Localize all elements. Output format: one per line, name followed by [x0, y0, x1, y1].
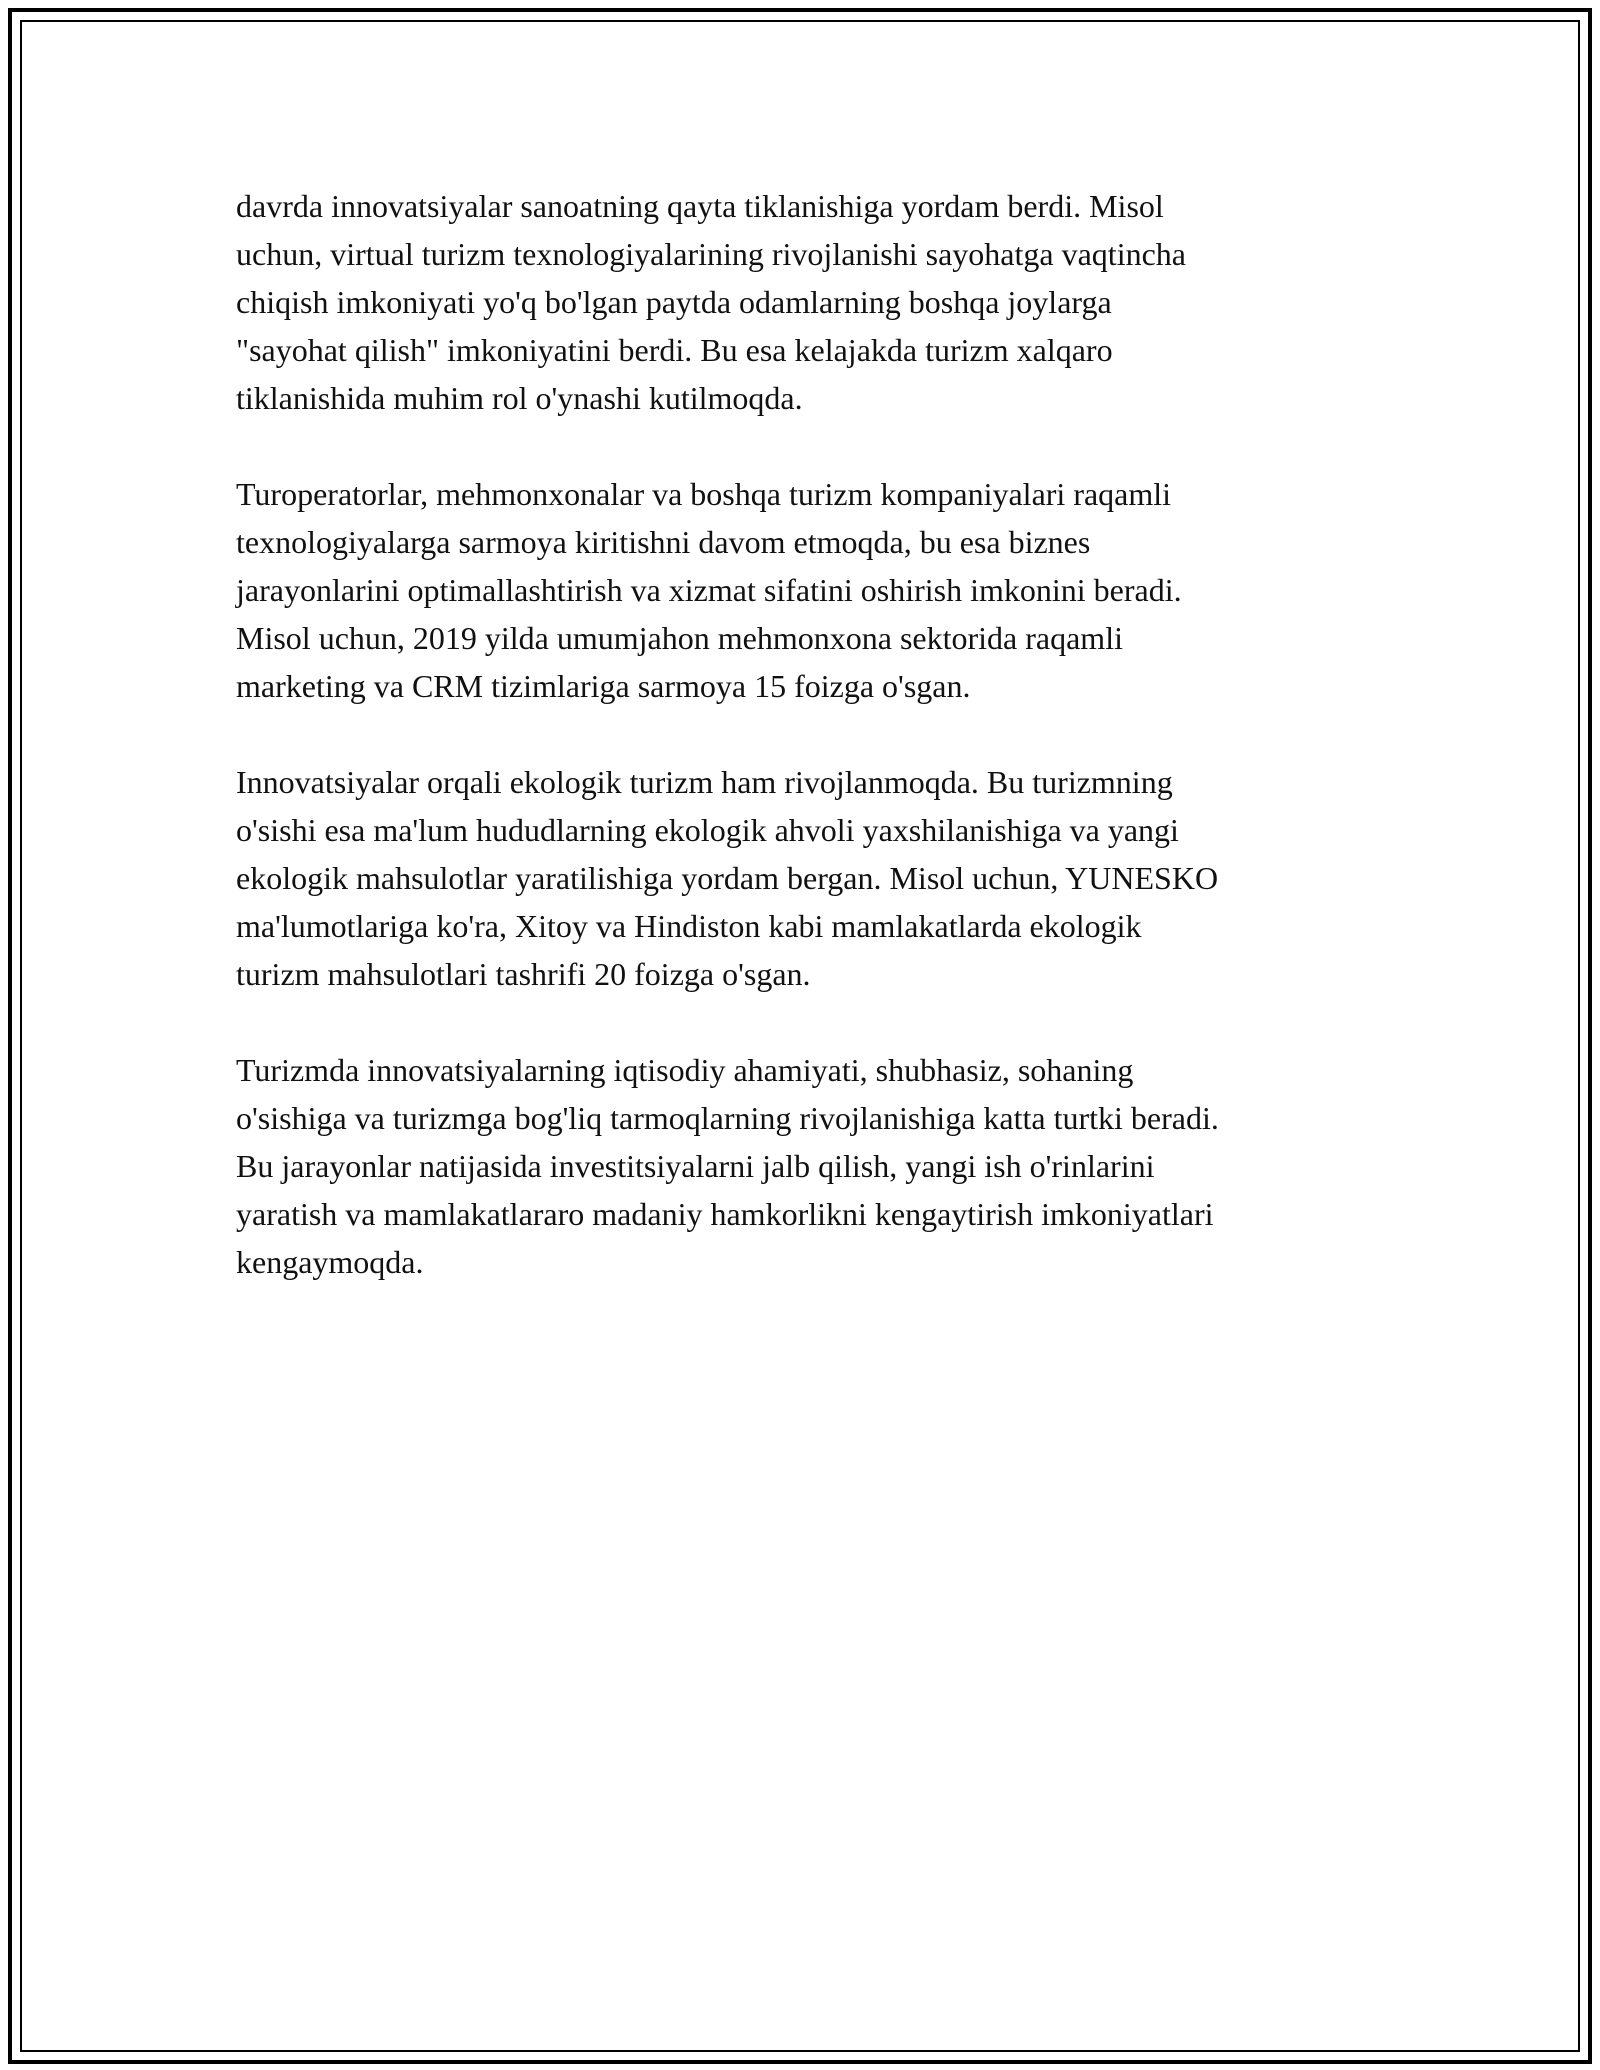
text-line: chiqish imkoniyati yo'q bo'lgan paytda odamlarning boshqa joylarga: [236, 284, 1112, 320]
text-line: Bu jarayonlar natijasida investitsiyalarni jalb qilish, yangi ish o'rinlarini: [236, 1148, 1155, 1184]
text-line: yaratish va mamlakatlararo madaniy hamkorlikni kengaytirish imkoniyatlari: [236, 1196, 1214, 1232]
text-line: "sayohat qilish" imkoniyatini berdi. Bu esa kelajakda turizm xalqaro: [236, 332, 1113, 368]
paragraph-virtual-tourism: [236, 182, 1376, 422]
text-line: turizm mahsulotlari tashrifi 20 foizga o'sgan.: [236, 956, 811, 992]
text-line: texnologiyalarga sarmoya kiritishni davom etmoqda, bu esa biznes: [236, 524, 1091, 560]
text-line: marketing va CRM tizimlariga sarmoya 15 foizga o'sgan.: [236, 668, 971, 704]
text-line: uchun, virtual turizm texnologiyalarining rivojlanishi sayohatga vaqtincha: [236, 236, 1186, 272]
text-line: o'sishi esa ma'lum hududlarning ekologik ahvoli yaxshilanishiga va yangi: [236, 812, 1179, 848]
paragraph-digital-investment: [236, 470, 1376, 710]
paragraph-eco-tourism: [236, 758, 1376, 998]
text-line: ekologik mahsulotlar yaratilishiga yordam bergan. Misol uchun, YUNESKO: [236, 860, 1219, 896]
text-line: tiklanishida muhim rol o'ynashi kutilmoqda.: [236, 380, 803, 416]
text-line: kengaymoqda.: [236, 1244, 424, 1280]
text-line: jarayonlarini optimallashtirish va xizmat sifatini oshirish imkonini beradi.: [236, 572, 1182, 608]
text-line: Turizmda innovatsiyalarning iqtisodiy ahamiyati, shubhasiz, sohaning: [236, 1052, 1134, 1088]
text-line: o'sishiga va turizmga bog'liq tarmoqlarning rivojlanishiga katta turtki beradi.: [236, 1100, 1219, 1136]
paragraph-economic-importance: [236, 1046, 1376, 1286]
text-line: Turoperatorlar, mehmonxonalar va boshqa turizm kompaniyalari raqamli: [236, 476, 1172, 512]
text-line: Innovatsiyalar orqali ekologik turizm ham rivojlanmoqda. Bu turizmning: [236, 764, 1173, 800]
text-line: Misol uchun, 2019 yilda umumjahon mehmonxona sektorida raqamli: [236, 620, 1123, 656]
document-body: [236, 182, 1376, 1334]
text-line: ma'lumotlariga ko'ra, Xitoy va Hindiston kabi mamlakatlarda ekologik: [236, 908, 1142, 944]
text-line: davrda innovatsiyalar sanoatning qayta tiklanishiga yordam berdi. Misol: [236, 188, 1164, 224]
